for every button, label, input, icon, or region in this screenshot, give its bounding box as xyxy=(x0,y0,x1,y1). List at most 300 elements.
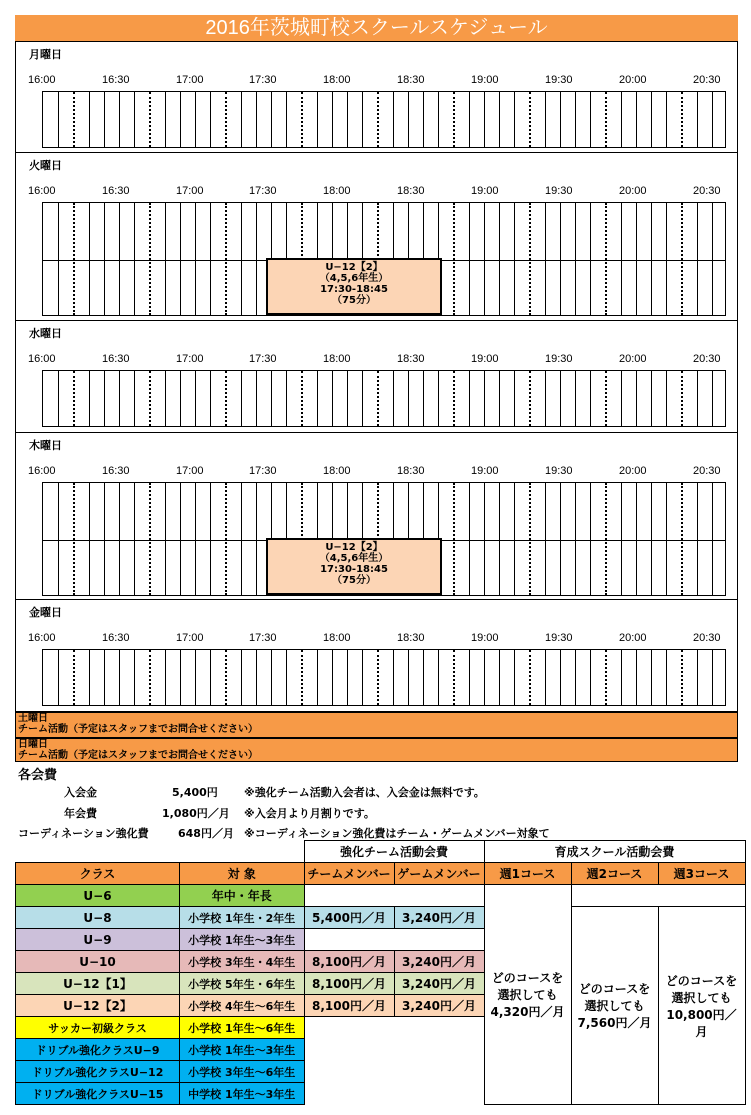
grid-line xyxy=(469,92,470,147)
time-label: 17:00 xyxy=(176,465,204,477)
grid-line xyxy=(697,483,698,595)
day-block xyxy=(15,600,738,712)
time-label: 20:30 xyxy=(693,465,721,477)
time-label: 20:30 xyxy=(693,632,721,644)
grid-line xyxy=(104,483,105,595)
class-cell: ドリブル強化クラスU−12 xyxy=(16,1061,180,1083)
grid-line xyxy=(58,483,59,595)
saturday-note: チーム活動（予定はスタッフまでお問合せください） xyxy=(18,724,258,735)
grid-line xyxy=(73,483,75,595)
time-label: 17:00 xyxy=(176,185,204,197)
grid-line xyxy=(453,483,455,595)
class-cell: ドリブル強化クラスU−9 xyxy=(16,1039,180,1061)
grid-line xyxy=(697,650,698,705)
grid-line xyxy=(225,483,227,595)
grid-line xyxy=(651,203,652,315)
grid-line xyxy=(73,371,75,426)
time-label: 18:00 xyxy=(323,185,351,197)
course2-line: 7,560円／月 xyxy=(577,1016,652,1030)
grid-line xyxy=(560,92,561,147)
class-cell: U−12【2】 xyxy=(16,995,180,1017)
grid-line xyxy=(545,92,546,147)
grid-line xyxy=(484,92,485,147)
grid-line xyxy=(545,203,546,315)
day-block xyxy=(15,153,738,321)
time-label: 18:00 xyxy=(323,353,351,365)
course-blank-cell xyxy=(571,885,745,907)
grid-line xyxy=(58,650,59,705)
game-fee-cell: 3,240円／月 xyxy=(394,907,484,929)
grid-line xyxy=(666,92,667,147)
grid-line xyxy=(149,92,151,147)
grid-line xyxy=(590,483,591,595)
grid-line xyxy=(575,483,576,595)
group-header-team: 強化チーム活動会費 xyxy=(304,841,484,863)
fee-note: ※強化チーム活動入会者は、入会金は無料です。 xyxy=(244,786,485,799)
grid-line xyxy=(651,371,652,426)
grid-line xyxy=(560,650,561,705)
time-label: 20:00 xyxy=(619,632,647,644)
grid-line xyxy=(195,483,196,595)
target-cell: 小学校 5年生・6年生 xyxy=(180,973,305,995)
grid-line xyxy=(134,92,135,147)
grid-line xyxy=(134,203,135,315)
grid-line xyxy=(423,371,424,426)
grid-line xyxy=(241,650,242,705)
grid-line xyxy=(180,92,181,147)
saturday-label: 土曜日 xyxy=(18,713,48,724)
col-header-week2: 週2コース xyxy=(571,863,658,885)
course2-cell xyxy=(571,907,658,1105)
grid-line xyxy=(119,203,120,315)
grid-line xyxy=(73,203,75,315)
time-grid xyxy=(42,649,726,706)
game-fee-cell: 3,240円／月 xyxy=(394,951,484,973)
grid-line xyxy=(590,371,591,426)
time-label: 19:00 xyxy=(471,465,499,477)
grid-line xyxy=(347,92,348,147)
fee-name: 年会費 xyxy=(64,807,97,820)
time-label: 16:00 xyxy=(28,465,56,477)
grid-line xyxy=(545,650,546,705)
grid-line xyxy=(89,92,90,147)
col-header-class: クラス xyxy=(16,863,180,885)
grid-line xyxy=(469,203,470,315)
fee-name: コーディネーション強化費 xyxy=(18,827,149,840)
time-label: 16:00 xyxy=(28,185,56,197)
team-fee-cell: 8,100円／月 xyxy=(304,973,394,995)
grid-line xyxy=(195,203,196,315)
grid-line xyxy=(408,650,409,705)
grid-line xyxy=(469,650,470,705)
grid-line xyxy=(165,650,166,705)
grid-line xyxy=(529,483,531,595)
time-label: 17:30 xyxy=(249,74,277,86)
grid-line xyxy=(621,483,622,595)
grid-line xyxy=(514,371,515,426)
team-fee-cell xyxy=(304,885,484,907)
grid-line xyxy=(58,371,59,426)
grid-line xyxy=(362,371,363,426)
time-label: 19:30 xyxy=(545,353,573,365)
grid-line xyxy=(149,483,151,595)
grid-line xyxy=(134,371,135,426)
time-label: 16:30 xyxy=(102,465,130,477)
grid-line xyxy=(712,650,713,705)
grid-line xyxy=(605,650,607,705)
fee-name: 入会金 xyxy=(64,786,97,799)
grid-line xyxy=(499,203,500,315)
grid-line xyxy=(469,483,470,595)
target-cell: 小学校 4年生〜6年生 xyxy=(180,995,305,1017)
time-label: 20:00 xyxy=(619,74,647,86)
grid-line xyxy=(119,483,120,595)
grid-line xyxy=(180,650,181,705)
grid-line xyxy=(393,650,394,705)
grid-line xyxy=(438,650,439,705)
grid-line xyxy=(180,483,181,595)
sunday-note: チーム活動（予定はスタッフまでお問合せください） xyxy=(18,750,258,761)
time-label: 18:30 xyxy=(397,185,425,197)
grid-line xyxy=(225,371,227,426)
grid-line xyxy=(560,203,561,315)
team-fee-cell: 8,100円／月 xyxy=(304,995,394,1017)
grid-line xyxy=(210,650,211,705)
grid-line xyxy=(712,483,713,595)
grid-line xyxy=(484,371,485,426)
time-grid xyxy=(42,370,726,427)
grid-line xyxy=(286,371,287,426)
grid-line xyxy=(241,371,242,426)
grid-line xyxy=(560,371,561,426)
time-label: 19:30 xyxy=(545,185,573,197)
time-label: 17:00 xyxy=(176,74,204,86)
grid-line xyxy=(681,371,683,426)
grid-line xyxy=(165,203,166,315)
grid-line xyxy=(697,203,698,315)
grid-line xyxy=(241,483,242,595)
grid-line xyxy=(408,371,409,426)
grid-line xyxy=(301,650,303,705)
time-label: 18:30 xyxy=(397,74,425,86)
time-label: 17:30 xyxy=(249,632,277,644)
grid-line xyxy=(89,483,90,595)
grid-line xyxy=(514,483,515,595)
time-grid xyxy=(42,91,726,148)
grid-line xyxy=(317,92,318,147)
grid-line xyxy=(362,650,363,705)
lesson-line: U−12【2】 xyxy=(325,262,383,273)
day-label: 水曜日 xyxy=(29,327,62,340)
grid-line xyxy=(529,92,531,147)
grid-line xyxy=(666,483,667,595)
grid-line xyxy=(575,650,576,705)
grid-line xyxy=(575,92,576,147)
grid-line xyxy=(89,203,90,315)
course1-line: どのコースを xyxy=(491,971,564,985)
time-label: 20:00 xyxy=(619,353,647,365)
grid-line xyxy=(241,92,242,147)
target-cell: 中学校 1年生〜3年生 xyxy=(180,1083,305,1105)
grid-line xyxy=(514,92,515,147)
grid-line xyxy=(225,203,227,315)
grid-line xyxy=(484,203,485,315)
class-cell: U−6 xyxy=(16,885,180,907)
grid-line xyxy=(560,483,561,595)
grid-line xyxy=(149,371,151,426)
course3-line: 選択しても xyxy=(671,990,732,1005)
fee-amount: 5,400円 xyxy=(172,786,218,799)
course1-cell xyxy=(484,885,571,1105)
target-cell: 年中・年長 xyxy=(180,885,305,907)
grid-line xyxy=(621,650,622,705)
lesson-line: 17:30-18:45 xyxy=(320,564,388,575)
grid-line xyxy=(104,92,105,147)
grid-line xyxy=(180,371,181,426)
grid-line xyxy=(605,92,607,147)
grid-line xyxy=(636,203,637,315)
target-cell: 小学校 1年生〜6年生 xyxy=(180,1017,305,1039)
grid-line xyxy=(256,92,257,147)
col-header-week3: 週3コース xyxy=(658,863,745,885)
target-cell: 小学校 1年生〜3年生 xyxy=(180,929,305,951)
grid-line xyxy=(271,650,272,705)
course3-line: 月 xyxy=(695,1024,708,1039)
grid-line xyxy=(453,371,455,426)
grid-line xyxy=(499,92,500,147)
saturday-bar xyxy=(15,712,738,738)
class-cell: U−8 xyxy=(16,907,180,929)
grid-line xyxy=(484,650,485,705)
grid-line xyxy=(256,371,257,426)
grid-line xyxy=(666,203,667,315)
grid-line xyxy=(271,371,272,426)
time-label: 17:30 xyxy=(249,353,277,365)
time-label: 18:30 xyxy=(397,353,425,365)
grid-line xyxy=(301,92,303,147)
time-label: 20:30 xyxy=(693,353,721,365)
lesson-line: （4,5,6年生） xyxy=(319,553,389,564)
team-fee-cell: 8,100円／月 xyxy=(304,951,394,973)
grid-line xyxy=(73,650,75,705)
grid-line xyxy=(514,650,515,705)
grid-line xyxy=(408,92,409,147)
grid-line xyxy=(545,483,546,595)
grid-line xyxy=(712,203,713,315)
grid-line xyxy=(438,92,439,147)
grid-line xyxy=(256,650,257,705)
lesson-line: （75分） xyxy=(332,295,376,306)
grid-line xyxy=(666,371,667,426)
target-cell: 小学校 1年生・2年生 xyxy=(180,907,305,929)
grid-line xyxy=(605,483,607,595)
grid-line xyxy=(89,371,90,426)
grid-line xyxy=(149,650,151,705)
day-block xyxy=(15,433,738,600)
grid-line xyxy=(195,650,196,705)
day-block xyxy=(15,41,738,153)
grid-line xyxy=(210,371,211,426)
grid-line xyxy=(104,650,105,705)
course3-line: どのコースを xyxy=(665,973,738,988)
grid-line xyxy=(104,371,105,426)
grid-line xyxy=(225,650,227,705)
grid-line xyxy=(590,650,591,705)
grid-line xyxy=(529,371,531,426)
grid-line xyxy=(453,92,455,147)
grid-line xyxy=(210,92,211,147)
grid-line xyxy=(332,371,333,426)
lesson-block[interactable] xyxy=(266,258,442,315)
grid-line xyxy=(225,92,227,147)
grid-line xyxy=(89,650,90,705)
grid-line xyxy=(575,371,576,426)
group-header-school: 育成スクール活動会費 xyxy=(484,841,745,863)
team-fee-blank xyxy=(304,1017,484,1105)
grid-line xyxy=(119,92,120,147)
grid-line xyxy=(605,371,607,426)
fee-note: ※入会月より月割りです。 xyxy=(244,807,375,820)
time-label: 20:00 xyxy=(619,465,647,477)
course1-line: 4,320円／月 xyxy=(490,1005,565,1019)
grid-line xyxy=(590,92,591,147)
game-fee-cell: 3,240円／月 xyxy=(394,973,484,995)
target-cell: 小学校 3年生・4年生 xyxy=(180,951,305,973)
course1-line: 選択しても xyxy=(497,988,558,1002)
grid-line xyxy=(73,92,75,147)
grid-line xyxy=(271,92,272,147)
grid-line xyxy=(681,650,683,705)
time-label: 17:00 xyxy=(176,353,204,365)
grid-line xyxy=(712,92,713,147)
grid-line xyxy=(514,203,515,315)
grid-line xyxy=(195,92,196,147)
grid-line xyxy=(529,203,531,315)
grid-line xyxy=(317,650,318,705)
grid-line xyxy=(165,92,166,147)
time-label: 19:00 xyxy=(471,74,499,86)
grid-line xyxy=(469,371,470,426)
fees-heading: 各会費 xyxy=(18,768,58,783)
sunday-bar xyxy=(15,738,738,762)
team-fee-cell: 5,400円／月 xyxy=(304,907,394,929)
grid-line xyxy=(317,371,318,426)
col-header-target: 対 象 xyxy=(180,863,305,885)
class-cell: U−9 xyxy=(16,929,180,951)
grid-line xyxy=(712,371,713,426)
time-label: 19:30 xyxy=(545,74,573,86)
grid-line xyxy=(256,203,257,315)
grid-line xyxy=(681,203,683,315)
grid-line xyxy=(180,203,181,315)
grid-line xyxy=(377,650,379,705)
grid-line xyxy=(134,483,135,595)
class-cell: サッカー初級クラス xyxy=(16,1017,180,1039)
grid-line xyxy=(697,92,698,147)
grid-line xyxy=(651,650,652,705)
time-label: 19:00 xyxy=(471,632,499,644)
time-label: 20:30 xyxy=(693,74,721,86)
lesson-line: （4,5,6年生） xyxy=(319,273,389,284)
time-label: 16:00 xyxy=(28,353,56,365)
day-label: 火曜日 xyxy=(29,159,62,172)
grid-line xyxy=(347,371,348,426)
time-label: 20:30 xyxy=(693,185,721,197)
lesson-line: （75分） xyxy=(332,575,376,586)
grid-line xyxy=(210,483,211,595)
time-label: 16:30 xyxy=(102,185,130,197)
fee-amount: 1,080円／月 xyxy=(162,807,230,820)
time-label: 18:00 xyxy=(323,465,351,477)
course3-cell xyxy=(658,907,745,1105)
grid-line xyxy=(651,92,652,147)
grid-line xyxy=(636,92,637,147)
time-label: 17:00 xyxy=(176,632,204,644)
grid-line xyxy=(58,92,59,147)
grid-line xyxy=(499,650,500,705)
grid-line xyxy=(362,92,363,147)
time-label: 18:30 xyxy=(397,632,425,644)
grid-line xyxy=(621,203,622,315)
grid-line xyxy=(484,483,485,595)
col-header-game-member: ゲームメンバー xyxy=(394,863,484,885)
grid-line xyxy=(423,92,424,147)
grid-line xyxy=(241,203,242,315)
time-label: 18:30 xyxy=(397,465,425,477)
grid-line xyxy=(575,203,576,315)
grid-line xyxy=(529,650,531,705)
grid-line xyxy=(636,371,637,426)
page-title: 2016年茨城町校スクールスケジュール xyxy=(15,15,738,41)
lesson-line: 17:30-18:45 xyxy=(320,284,388,295)
grid-line xyxy=(165,483,166,595)
grid-line xyxy=(377,92,379,147)
grid-line xyxy=(636,483,637,595)
class-cell: ドリブル強化クラスU−15 xyxy=(16,1083,180,1105)
time-label: 19:00 xyxy=(471,353,499,365)
lesson-block[interactable] xyxy=(266,538,442,595)
grid-line xyxy=(165,371,166,426)
time-label: 17:30 xyxy=(249,465,277,477)
time-label: 19:30 xyxy=(545,465,573,477)
grid-line xyxy=(119,650,120,705)
day-block xyxy=(15,321,738,433)
grid-line xyxy=(104,203,105,315)
grid-line xyxy=(195,371,196,426)
course2-line: 選択しても xyxy=(584,999,645,1013)
day-label: 木曜日 xyxy=(29,439,62,452)
fee-table xyxy=(15,840,746,1105)
time-label: 18:00 xyxy=(323,632,351,644)
time-label: 17:30 xyxy=(249,185,277,197)
grid-line xyxy=(393,371,394,426)
game-fee-cell: 3,240円／月 xyxy=(394,995,484,1017)
lesson-line: U−12【2】 xyxy=(325,542,383,553)
target-cell: 小学校 1年生〜3年生 xyxy=(180,1039,305,1061)
grid-line xyxy=(119,371,120,426)
time-label: 18:00 xyxy=(323,74,351,86)
grid-line xyxy=(134,650,135,705)
course3-line: 10,800円／ xyxy=(666,1007,737,1022)
grid-line xyxy=(377,371,379,426)
grid-line xyxy=(286,92,287,147)
grid-line xyxy=(149,203,151,315)
time-label: 16:30 xyxy=(102,74,130,86)
course2-line: どのコースを xyxy=(578,982,651,996)
grid-line xyxy=(210,203,211,315)
time-label: 20:00 xyxy=(619,185,647,197)
grid-line xyxy=(332,92,333,147)
